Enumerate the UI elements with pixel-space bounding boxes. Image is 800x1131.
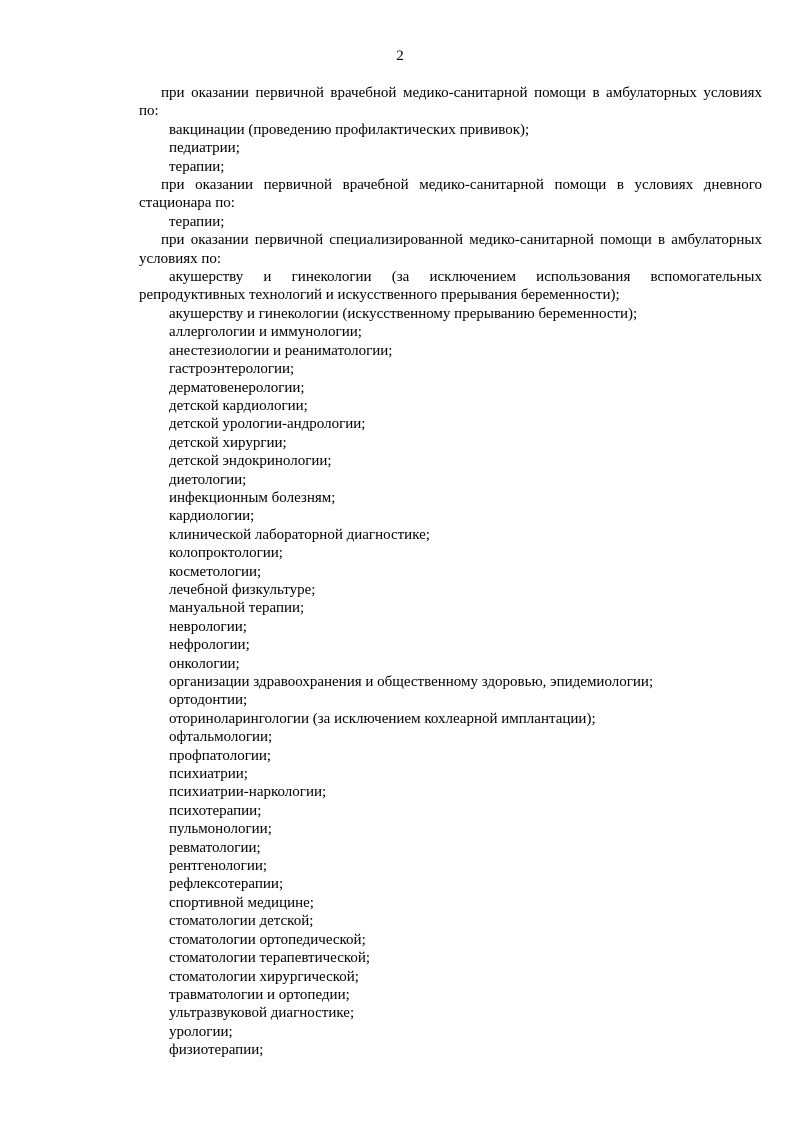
list-item: детской кардиологии; (169, 397, 308, 414)
list-item: оториноларингологии (за исключением кохлеарной имплантации); (169, 710, 596, 727)
list-item: спортивной медицине; (169, 894, 314, 911)
list-item: стоматологии детской; (169, 913, 314, 930)
intro-day-hospital: при оказании первичной врачебной медико-санитарной помощи в условиях дневного стационара по: (139, 177, 762, 212)
list-item: стоматологии терапевтической; (169, 950, 371, 967)
list-item: детской эндокринологии; (169, 453, 332, 470)
list-item: кардиологии; (169, 508, 255, 525)
list-item: онкологии; (169, 655, 240, 672)
list-item: клинической лабораторной диагностике; (169, 526, 430, 543)
list-item: мануальной терапии; (169, 600, 305, 617)
document-body (139, 84, 762, 1060)
list-item: педиатрии; (169, 140, 240, 157)
day-hospital-list (139, 213, 762, 231)
list-item: травматологии и ортопедии; (169, 986, 350, 1003)
list-item: вакцинации (проведению профилактических прививок); (169, 121, 530, 138)
list-item: ревматологии; (169, 839, 261, 856)
page-number: 2 (396, 48, 404, 64)
list-item: колопроктологии; (169, 545, 283, 562)
list-item: аллергологии и иммунологии; (169, 324, 362, 341)
list-item: акушерству и гинекологии (искусственному прерыванию беременности); (169, 305, 638, 322)
intro-specialized-outpatient: при оказании первичной специализированной медико-санитарной помощи в амбулаторных условиях по: (139, 232, 762, 267)
list-item: офтальмологии; (169, 729, 273, 746)
list-item: нефрологии; (169, 637, 250, 654)
list-item: рентгенологии; (169, 858, 268, 875)
list-item: дерматовенерологии; (169, 379, 305, 396)
list-item: гастроэнтерологии; (169, 361, 295, 378)
list-item: косметологии; (169, 563, 262, 580)
list-item: лечебной физкультуре; (169, 581, 316, 598)
list-item: инфекционным болезням; (169, 489, 336, 506)
list-item: ультразвуковой диагностике; (169, 1005, 355, 1022)
outpatient-primary-list (139, 121, 762, 176)
list-item: организации здравоохранения и общественному здоровью, эпидемиологии; (169, 674, 654, 690)
list-item: терапии; (169, 213, 225, 230)
intro-outpatient-primary: при оказании первичной врачебной медико-санитарной помощи в амбулаторных условиях по: (139, 85, 762, 120)
specialized-list (139, 268, 762, 1059)
list-item: анестезиологии и реаниматологии; (169, 342, 393, 359)
list-item: физиотерапии; (169, 1042, 264, 1059)
list-item: детской урологии-андрологии; (169, 416, 366, 433)
list-item: психиатрии-наркологии; (169, 784, 327, 801)
list-item: стоматологии хирургической; (169, 968, 359, 985)
list-item: диетологии; (169, 471, 247, 488)
list-item: психотерапии; (169, 802, 262, 819)
list-item: урологии; (169, 1023, 233, 1040)
list-item: стоматологии ортопедической; (169, 931, 366, 948)
list-item: детской хирургии; (169, 434, 287, 451)
list-item: психиатрии; (169, 766, 248, 783)
list-item: пульмонологии; (169, 821, 272, 838)
list-item: акушерству и гинекологии (за исключением использования вспомогательных репродуктивных технологий и искусственного прерывания беременности); (139, 269, 762, 304)
list-item: ортодонтии; (169, 692, 248, 709)
list-item: профпатологии; (169, 747, 272, 764)
list-item: неврологии; (169, 618, 247, 635)
list-item: рефлексотерапии; (169, 876, 284, 893)
list-item: терапии; (169, 158, 225, 175)
